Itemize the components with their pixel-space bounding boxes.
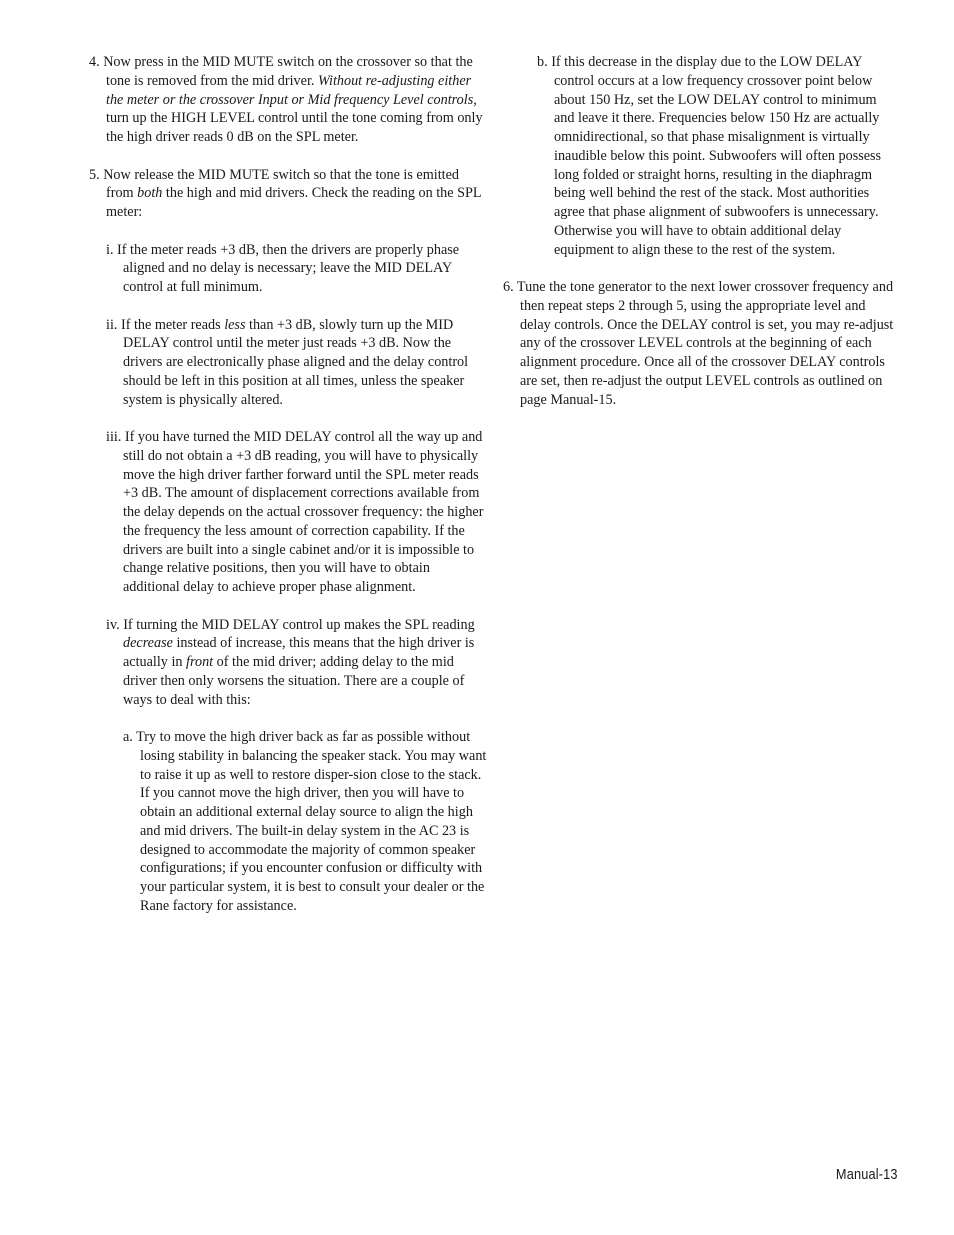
item-iv-text-e: of the mid driver; adding delay to the mid driver then only worsens the situation. There are a couple of ways to deal with this: xyxy=(123,654,465,708)
item-iv-italic-front: front xyxy=(186,654,214,670)
item-ii-text-a: ii. If the meter reads xyxy=(106,316,225,333)
item-a-paragraph: a. Try to move the high driver back as far as possible without losing stability in balancing the speaker stack. You may want to raise it up as well to restore disper-sion close to the stack. If you cannot move the high driver, then you will have to obtain an additional external delay source to align the high and mid drivers. The built-in delay system in the AC 23 is designed to accommodate the majority of common speaker configurations; if you encounter confusion or difficulty with your particular system, it is best to consult your dealer or the Rane factory for assistance. xyxy=(123,729,487,914)
item-iv-paragraph xyxy=(89,616,489,710)
step-4-text-a: 4. Now press in the MID MUTE switch on the crossover so that the tone is removed from the mid driver. xyxy=(89,54,473,89)
item-ii-paragraph xyxy=(89,316,489,410)
step-5-text-a: 5. Now release the MID MUTE switch so that the tone is emitted from xyxy=(89,166,459,202)
left-column xyxy=(89,53,489,934)
step-6-paragraph: 6. Tune the tone generator to the next lower crossover frequency and then repeat steps 2 through 5, using the appropriate level and delay controls. Once the DELAY control is set, you may re-adjust any of the crossover LEVEL controls at the beginning of each alignment procedure. Once all of the crossover DELAY controls are set, then re-adjust the output LEVEL controls as outlined on page Manual-15. xyxy=(503,279,894,408)
step-5-text-c: the high and mid drivers. Check the reading on the SPL meter: xyxy=(106,185,482,220)
page-number: Manual-13 xyxy=(836,1166,898,1183)
item-iv-italic-decrease: decrease xyxy=(123,635,173,652)
item-iii-paragraph: iii. If you have turned the MID DELAY control all the way up and still do not obtain a +3 dB reading, you will have to physically move the high driver farther forward until the SPL meter reads +3 dB. The amount of displacement corrections available from the delay depends on the actual crossover frequency: the higher the frequency the less amount of correction capability. If the drivers are built into a single cabinet and/or it is impossible to change relative positions, then you will have to obtain additional delay to achieve proper phase alignment. xyxy=(106,429,484,595)
step-4-paragraph xyxy=(89,53,489,147)
item-ii-text-c: than +3 dB, slowly turn up the MID DELAY control until the meter just reads +3 dB. Now the drivers are electronically phase aligned and the delay control should be left in this position at all times, unless the speaker system is physically altered. xyxy=(123,316,469,408)
step-5-paragraph xyxy=(89,166,489,222)
item-iv-text-c: instead of increase, this means that the high driver is actually in xyxy=(123,635,475,670)
item-ii-italic-text: less xyxy=(224,316,246,333)
right-column xyxy=(503,53,895,428)
item-b-paragraph: b. If this decrease in the display due to the LOW DELAY control occurs at a low frequency crossover point below about 150 Hz, set the LOW DELAY control to minimum and leave it there. Frequencies below 150 Hz are actually omnidirectional, so that phase misalignment is virtually inaudible below this point. Subwoofers will often possess long folded or straight horns, resulting in the diaphragm being well behind the rest of the stack. Most authorities agree that phase alignment of subwoofers is unnecessary. Otherwise you will have to obtain additional delay equipment to align these to the rest of the system. xyxy=(537,54,882,258)
step-4-italic-text: Without re-adjusting either the meter or the crossover Input or Mid frequency Level controls, xyxy=(106,72,477,108)
item-i-paragraph: i. If the meter reads +3 dB, then the drivers are properly phase aligned and no delay is necessary; leave the MID DELAY control at full minimum. xyxy=(106,241,460,295)
step-5-italic-text: both xyxy=(137,185,163,202)
step-4-text-c: turn up the HIGH LEVEL control until the tone coming from only the high driver reads 0 dB on the SPL meter. xyxy=(106,110,483,145)
item-iv-text-a: iv. If turning the MID DELAY control up makes the SPL reading xyxy=(106,616,475,633)
